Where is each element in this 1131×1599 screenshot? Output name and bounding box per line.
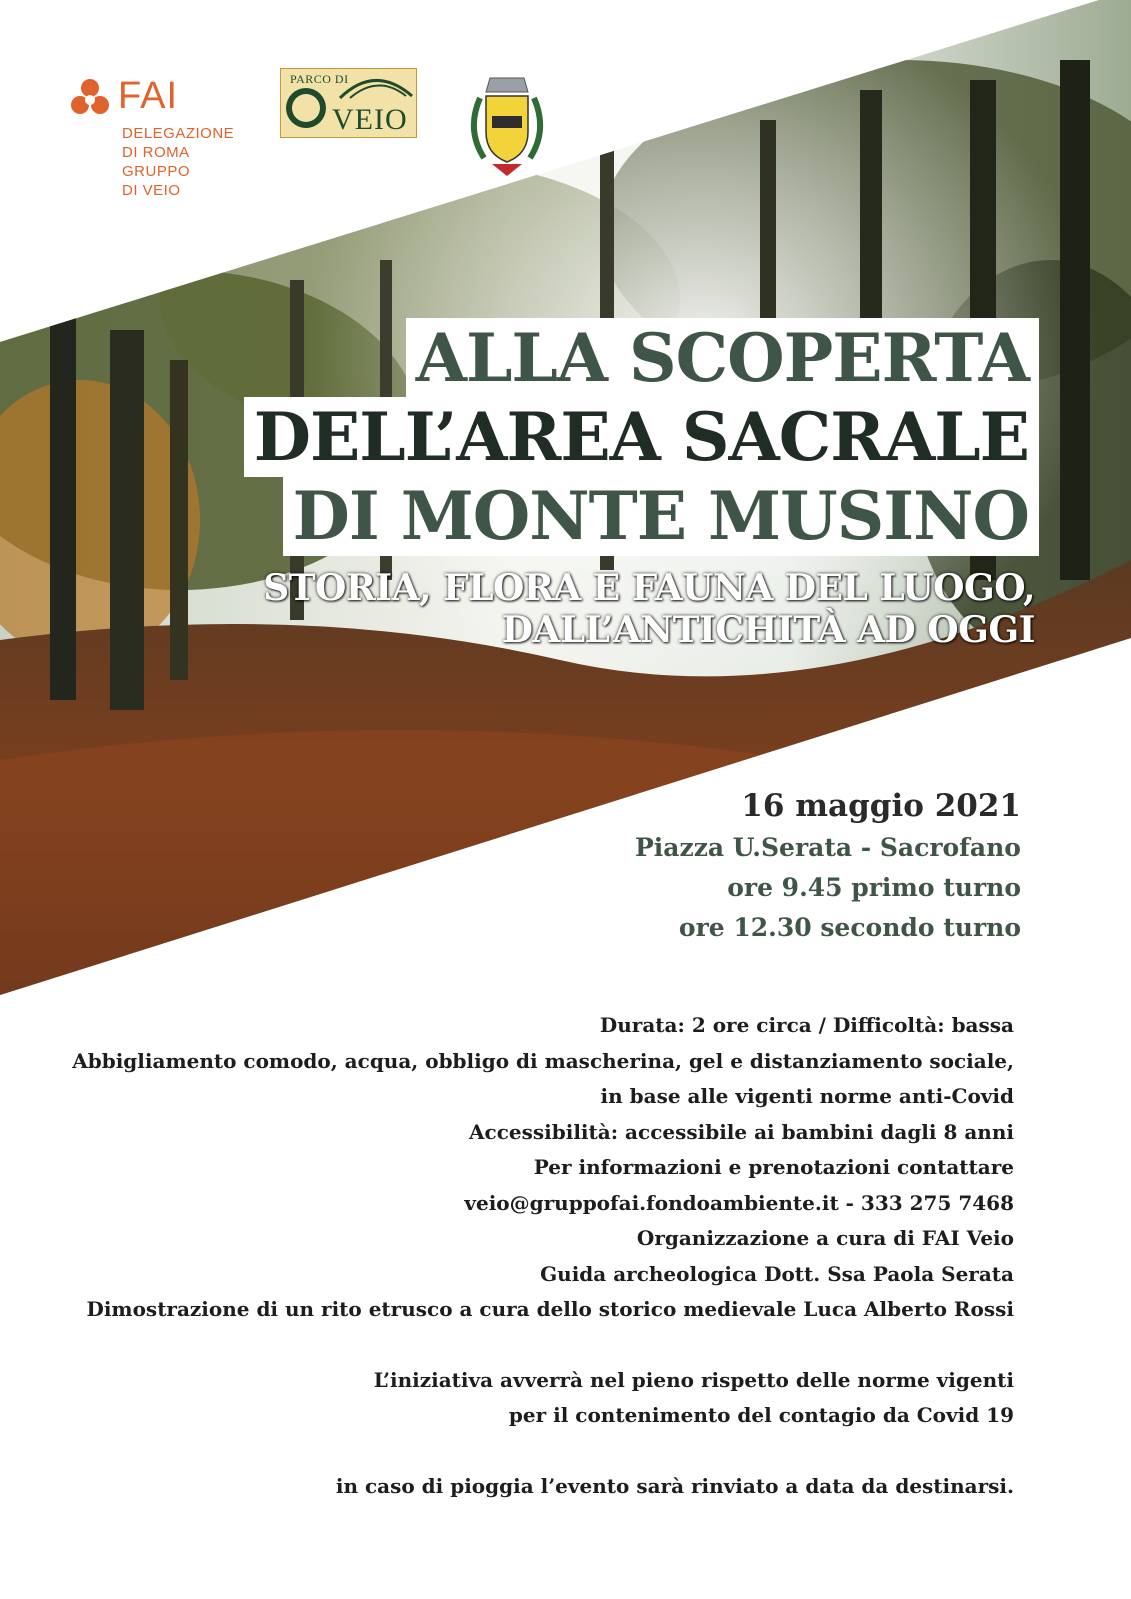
notice-text-1: L’iniziativa avverrà nel pieno rispetto delle norme vigenti — [373, 1367, 1014, 1392]
event-turn-2: ore 12.30 secondo turno — [678, 913, 1021, 942]
organization-text: Organizzazione a cura di FAI Veio — [636, 1226, 1014, 1250]
parco-veio-top: PARCO DI — [290, 72, 349, 86]
accessibility-text: Accessibilità: accessibile ai bambini dagli 8 anni — [469, 1119, 1014, 1144]
demonstration-text: Dimostrazione di un rito etrusco a cura dello storico medievale Luca Alberto Rossi — [86, 1297, 1014, 1321]
subtitle-line-2: DALL’ANTICHITÀ AD OGGI — [501, 609, 1035, 651]
fai-delegation — [122, 124, 234, 200]
fai-wordmark: FAI — [118, 75, 179, 117]
title-line-2: DELL’AREA SACRALE — [244, 397, 1039, 477]
duration-text: Durata: 2 ore circa / Difficoltà: bassa — [599, 1013, 1014, 1037]
fai-logo — [70, 76, 260, 206]
fai-line: GRUPPO — [122, 163, 191, 180]
subtitle — [263, 567, 1035, 651]
event-details — [72, 1008, 1014, 1504]
guide-text: Guida archeologica Dott. Ssa Paola Serata — [540, 1261, 1014, 1286]
spacer — [72, 1328, 1014, 1363]
info-text: Per informazioni e prenotazioni contattare — [533, 1155, 1014, 1179]
clothing-text-2: in base alle vigenti norme anti-Covid — [600, 1084, 1014, 1108]
contact-text: veio@gruppofai.fondoambiente.it - 333 275 7468 — [464, 1190, 1014, 1215]
rain-notice: in caso di pioggia l’evento sarà rinviato a data da destinarsi. — [335, 1473, 1014, 1498]
fai-line: DELEGAZIONE — [122, 125, 235, 142]
parco-veio-name: VEIO — [332, 103, 408, 136]
event-place: Piazza U.Serata - Sacrofano — [635, 833, 1021, 862]
parco-veio-logo — [280, 68, 417, 138]
subtitle-line-1: STORIA, FLORA E FAUNA DEL LUOGO, — [263, 567, 1035, 609]
title-line-3: DI MONTE MUSINO — [283, 476, 1039, 556]
event-schedule — [635, 784, 1021, 948]
notice-text-2: per il contenimento del contagio da Covid 19 — [508, 1403, 1014, 1427]
event-date: 16 maggio 2021 — [741, 788, 1021, 824]
title-line-1: ALLA SCOPERTA — [406, 318, 1039, 398]
municipal-crest-icon — [462, 70, 552, 180]
fai-line: DI ROMA — [122, 144, 190, 161]
spacer — [72, 1434, 1014, 1469]
fai-flower-icon — [70, 78, 110, 118]
clothing-text: Abbigliamento comodo, acqua, obbligo di mascherina, gel e distanziamento sociale, — [72, 1048, 1014, 1073]
event-turn-1: ore 9.45 primo turno — [727, 873, 1021, 902]
fai-line: DI VEIO — [122, 182, 181, 199]
